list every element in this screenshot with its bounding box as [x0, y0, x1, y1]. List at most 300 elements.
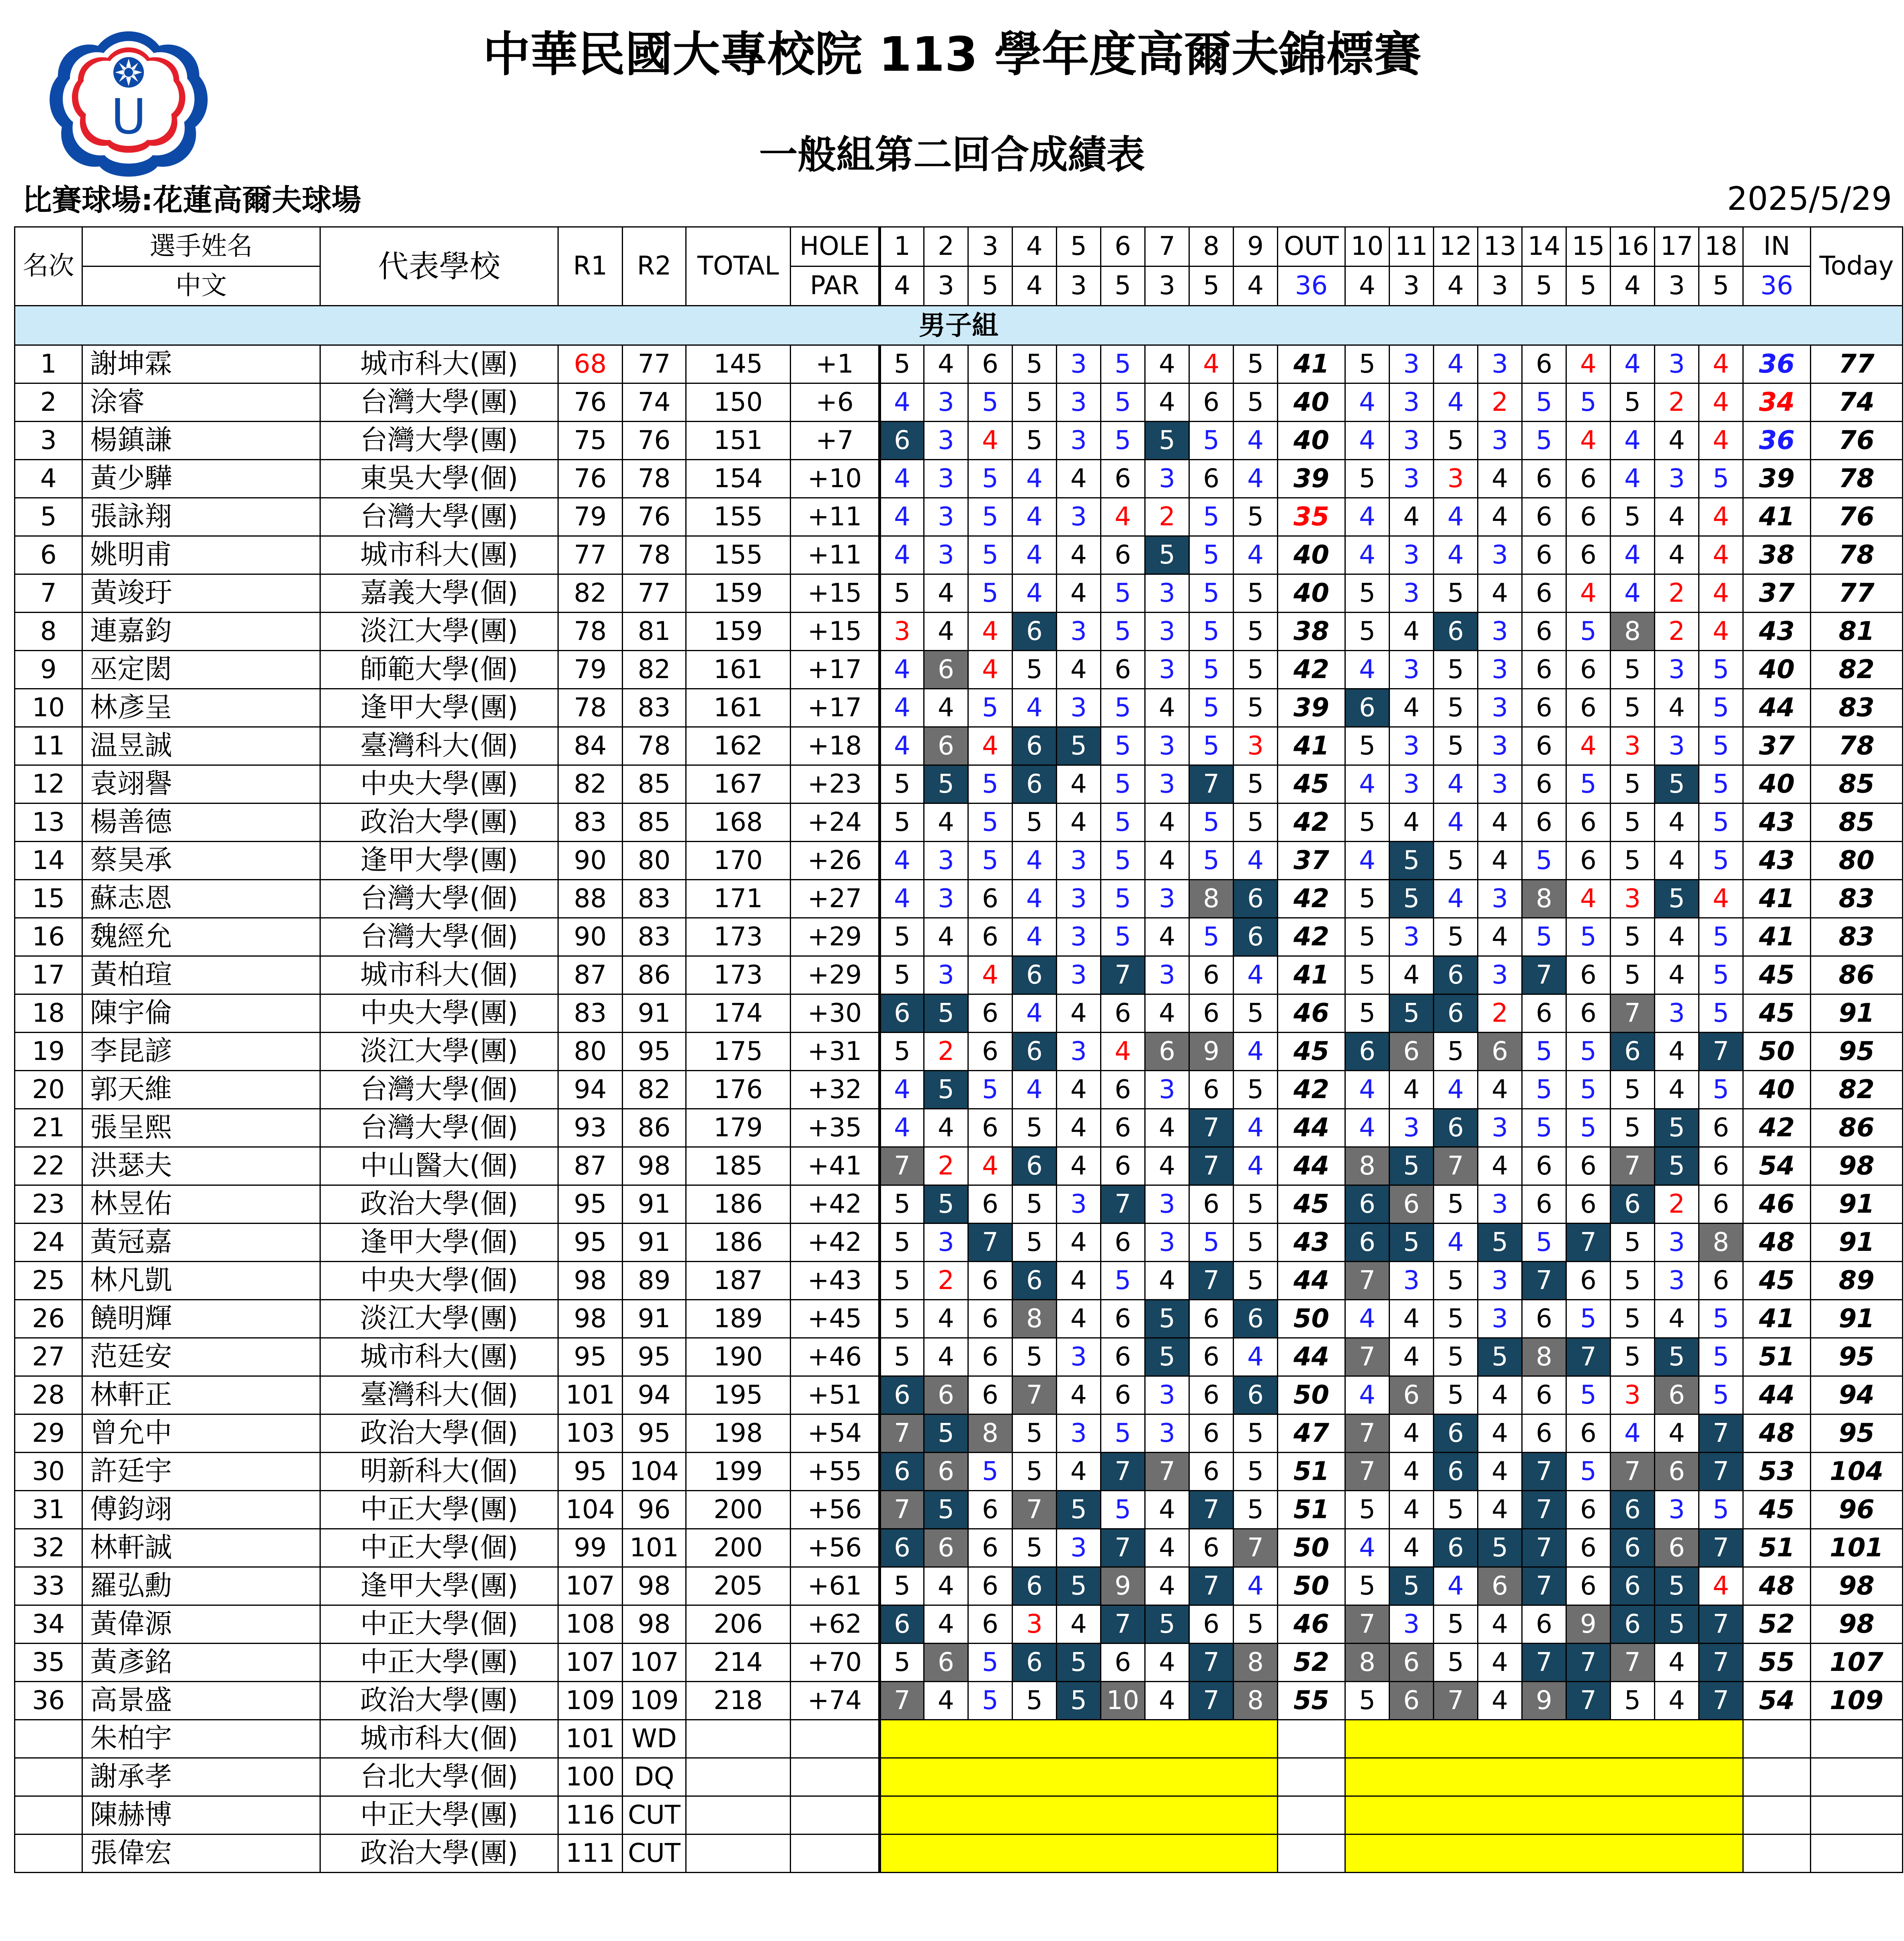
hole-score-cell: 5 [1390, 842, 1434, 880]
today-cell: 85 [1811, 803, 1903, 842]
hole-score-cell: 4 [1478, 803, 1522, 842]
player-name-cell: 林昱佑 [82, 1185, 320, 1224]
player-name-cell: 張呈熙 [82, 1109, 320, 1147]
hole-score-cell: 6 [1189, 1071, 1234, 1109]
hole-score-cell: 7 [1189, 765, 1234, 803]
school-cell: 台灣大學(團) [320, 383, 558, 422]
to-par-cell: +51 [791, 1376, 880, 1414]
table-row [15, 383, 1903, 422]
hole-score-cell: 4 [1390, 613, 1434, 651]
hole-score-cell: 5 [1234, 689, 1278, 727]
hole-score-cell: 5 [1012, 383, 1057, 422]
school-cell: 臺灣科大(個) [320, 727, 558, 765]
hole-score-cell: 4 [968, 727, 1012, 765]
hole-score-cell: 10 [1101, 1682, 1145, 1720]
hole-score-cell: 6 [1522, 1300, 1566, 1338]
hole-score-cell: 4 [1057, 994, 1101, 1033]
hole-par: 3 [1478, 266, 1522, 306]
col-today: Today [1811, 227, 1903, 306]
out-subtotal-cell: 45 [1278, 1185, 1345, 1224]
table-row [15, 1071, 1903, 1109]
hole-score-cell: 6 [968, 918, 1012, 956]
hole-score-cell: 5 [1434, 1338, 1478, 1376]
hole-score-cell: 6 [1101, 1109, 1145, 1147]
in-subtotal-cell: 40 [1743, 1071, 1811, 1109]
hole-score-cell: 4 [924, 689, 968, 727]
today-cell: 83 [1811, 689, 1903, 727]
hole-score-cell: 5 [1566, 765, 1611, 803]
r1-cell: 82 [558, 574, 623, 613]
out-subtotal-cell: 45 [1278, 765, 1345, 803]
hole-score-cell: 5 [1434, 1376, 1478, 1414]
hole-score-cell: 4 [1434, 345, 1478, 383]
venue-label: 比賽球場:花蓮高爾夫球場 [22, 183, 361, 217]
hole-score-cell: 5 [1189, 918, 1234, 956]
rank-cell: 16 [15, 918, 82, 956]
hole-score-cell: 5 [1611, 689, 1655, 727]
hole-score-cell: 5 [968, 460, 1012, 498]
hole-score-cell: 4 [924, 1682, 968, 1720]
hole-score-cell: 3 [1655, 1491, 1699, 1529]
hole-score-cell: 3 [1057, 422, 1101, 460]
today-cell: 74 [1811, 383, 1903, 422]
rank-cell: 9 [15, 651, 82, 689]
today-cell: 76 [1811, 498, 1903, 536]
hole-score-cell: 7 [1145, 1453, 1189, 1491]
hole-par: 3 [1057, 266, 1101, 306]
today-cell: 86 [1811, 956, 1903, 994]
hole-score-cell: 6 [1566, 956, 1611, 994]
hole-score-cell: 7 [1699, 1605, 1743, 1644]
hole-score-cell: 6 [1012, 727, 1057, 765]
hole-score-cell: 3 [1390, 460, 1434, 498]
hole-score-cell: 5 [1655, 765, 1699, 803]
hole-score-cell: 5 [1057, 1491, 1101, 1529]
hole-score-cell: 7 [1345, 1453, 1390, 1491]
hole-score-cell: 6 [880, 1453, 924, 1491]
hole-score-cell: 5 [1611, 1338, 1655, 1376]
hole-score-cell: 4 [924, 574, 968, 613]
hole-score-cell: 5 [1699, 956, 1743, 994]
r1-cell: 101 [558, 1720, 623, 1758]
hole-par: 3 [1390, 266, 1434, 306]
hole-score-cell: 6 [1234, 918, 1278, 956]
hole-score-cell: 5 [1234, 574, 1278, 613]
hole-score-cell: 3 [1655, 651, 1699, 689]
r1-cell: 93 [558, 1109, 623, 1147]
in-subtotal-cell: 54 [1743, 1682, 1811, 1720]
today-cell: 82 [1811, 1071, 1903, 1109]
hole-score-cell: 5 [1611, 842, 1655, 880]
hole-score-cell: 7 [1012, 1491, 1057, 1529]
school-cell: 中正大學(團) [320, 1796, 558, 1834]
r2-cell: 94 [623, 1376, 686, 1414]
hole-score-cell: 4 [924, 1605, 968, 1644]
table-row [15, 1758, 1903, 1796]
hole-score-cell: 3 [1478, 727, 1522, 765]
out-subtotal-cell: 45 [1278, 1033, 1345, 1071]
hole-score-cell: 6 [1478, 1033, 1522, 1071]
hole-score-cell: 4 [880, 842, 924, 880]
hole-score-cell: 8 [1012, 1300, 1057, 1338]
back-nine-empty-cell [1345, 1758, 1743, 1796]
hole-score-cell: 7 [1522, 956, 1566, 994]
hole-score-cell: 5 [1189, 613, 1234, 651]
front-nine-empty-cell [880, 1796, 1278, 1834]
hole-score-cell: 9 [1101, 1567, 1145, 1605]
today-cell: 82 [1811, 651, 1903, 689]
hole-score-cell: 2 [924, 1262, 968, 1300]
hole-score-cell: 4 [1057, 460, 1101, 498]
hole-score-cell: 6 [1434, 956, 1478, 994]
hole-score-cell: 5 [1611, 956, 1655, 994]
hole-score-cell: 6 [1522, 613, 1566, 651]
hole-score-cell: 2 [1145, 498, 1189, 536]
hole-score-cell: 5 [1145, 536, 1189, 574]
hole-score-cell: 4 [1012, 842, 1057, 880]
to-par-cell: +35 [791, 1109, 880, 1147]
in-subtotal-cell: 36 [1743, 345, 1811, 383]
table-row [15, 994, 1903, 1033]
hole-score-cell: 3 [1478, 1185, 1522, 1224]
hole-score-cell: 4 [1145, 689, 1189, 727]
school-cell: 台灣大學(團) [320, 422, 558, 460]
hole-score-cell: 4 [1655, 956, 1699, 994]
hole-score-cell: 2 [1655, 574, 1699, 613]
hole-score-cell: 7 [1522, 1453, 1566, 1491]
school-cell: 政治大學(個) [320, 1185, 558, 1224]
out-subtotal-cell: 43 [1278, 1224, 1345, 1262]
r2-cell: 101 [623, 1529, 686, 1567]
hole-score-cell: 4 [1478, 498, 1522, 536]
hole-score-cell: 4 [1345, 383, 1390, 422]
hole-score-cell: 3 [1478, 345, 1522, 383]
player-name-cell: 黃彥銘 [82, 1644, 320, 1682]
to-par-cell: +56 [791, 1491, 880, 1529]
rank-cell: 24 [15, 1224, 82, 1262]
hole-par: 4 [1234, 266, 1278, 306]
hole-score-cell: 5 [924, 994, 968, 1033]
r1-cell: 103 [558, 1414, 623, 1453]
hole-number: 17 [1655, 227, 1699, 266]
hole-score-cell: 6 [968, 994, 1012, 1033]
hole-score-cell: 5 [968, 1071, 1012, 1109]
out-subtotal-cell: 42 [1278, 880, 1345, 918]
header-row-par [15, 266, 1903, 306]
table-row [15, 765, 1903, 803]
hole-score-cell: 6 [1522, 1605, 1566, 1644]
hole-score-cell: 3 [924, 460, 968, 498]
rank-cell: 13 [15, 803, 82, 842]
school-cell: 師範大學(個) [320, 651, 558, 689]
hole-score-cell: 7 [1522, 1567, 1566, 1605]
hole-score-cell: 4 [924, 918, 968, 956]
hole-score-cell: 5 [1611, 803, 1655, 842]
hole-score-cell: 3 [1057, 383, 1101, 422]
hole-score-cell: 4 [1478, 574, 1522, 613]
hole-score-cell: 5 [1234, 994, 1278, 1033]
hole-score-cell: 3 [1057, 689, 1101, 727]
hole-score-cell: 4 [1611, 574, 1655, 613]
hole-score-cell: 6 [1522, 803, 1566, 842]
to-par-cell: +26 [791, 842, 880, 880]
hole-score-cell: 3 [1478, 689, 1522, 727]
school-cell: 逢甲大學(團) [320, 689, 558, 727]
hole-score-cell: 5 [968, 574, 1012, 613]
total-cell [686, 1758, 791, 1796]
hole-par: 4 [880, 266, 924, 306]
today-cell: 83 [1811, 918, 1903, 956]
hole-score-cell: 5 [1522, 1033, 1566, 1071]
hole-score-cell: 4 [1478, 1071, 1522, 1109]
hole-score-cell: 4 [1145, 803, 1189, 842]
hole-score-cell: 7 [1522, 1262, 1566, 1300]
hole-score-cell: 3 [924, 842, 968, 880]
in-subtotal-cell: 51 [1743, 1338, 1811, 1376]
hole-score-cell: 6 [1189, 1453, 1234, 1491]
hole-score-cell: 6 [1101, 1300, 1145, 1338]
player-name-cell: 范廷安 [82, 1338, 320, 1376]
hole-score-cell: 4 [1434, 1071, 1478, 1109]
hole-score-cell: 5 [1611, 651, 1655, 689]
player-name-cell: 張詠翔 [82, 498, 320, 536]
status-cell: WD [623, 1720, 686, 1758]
hole-score-cell: 5 [1145, 1338, 1189, 1376]
total-cell: 190 [686, 1338, 791, 1376]
hole-score-cell: 8 [968, 1414, 1012, 1453]
today-cell: 86 [1811, 1109, 1903, 1147]
player-name-cell: 許廷宇 [82, 1453, 320, 1491]
hole-score-cell: 3 [1655, 727, 1699, 765]
hole-score-cell: 4 [1057, 1605, 1101, 1644]
hole-score-cell: 4 [1345, 1071, 1390, 1109]
in-subtotal-cell: 44 [1743, 689, 1811, 727]
player-name-cell: 黃冠嘉 [82, 1224, 320, 1262]
hole-score-cell: 4 [1390, 1071, 1434, 1109]
out-subtotal-cell: 50 [1278, 1529, 1345, 1567]
hole-score-cell: 4 [968, 1147, 1012, 1185]
hole-score-cell: 6 [1434, 1414, 1478, 1453]
hole-score-cell: 2 [924, 1147, 968, 1185]
hole-score-cell: 4 [880, 460, 924, 498]
player-name-cell: 郭天維 [82, 1071, 320, 1109]
player-name-cell: 謝坤霖 [82, 345, 320, 383]
hole-score-cell: 4 [880, 689, 924, 727]
school-cell: 中央大學(團) [320, 765, 558, 803]
out-subtotal-cell: 35 [1278, 498, 1345, 536]
hole-score-cell: 4 [1234, 536, 1278, 574]
r2-cell: 98 [623, 1605, 686, 1644]
hole-score-cell: 4 [1611, 460, 1655, 498]
rank-cell: 11 [15, 727, 82, 765]
hole-score-cell: 4 [1145, 1682, 1189, 1720]
player-name-cell: 温昱誠 [82, 727, 320, 765]
hole-score-cell: 4 [1434, 803, 1478, 842]
hole-score-cell: 5 [1012, 1224, 1057, 1262]
out-subtotal-cell: 50 [1278, 1300, 1345, 1338]
school-cell: 政治大學(團) [320, 1682, 558, 1720]
hole-score-cell: 6 [1101, 651, 1145, 689]
r2-cell: 80 [623, 842, 686, 880]
hole-score-cell: 5 [1345, 880, 1390, 918]
to-par-cell: +70 [791, 1644, 880, 1682]
total-cell [686, 1796, 791, 1834]
hole-score-cell: 4 [1012, 498, 1057, 536]
hole-number: 18 [1699, 227, 1743, 266]
r1-cell: 101 [558, 1376, 623, 1414]
r2-cell: 76 [623, 498, 686, 536]
in-subtotal-cell: 41 [1743, 1300, 1811, 1338]
hole-score-cell: 5 [1522, 918, 1566, 956]
hole-score-cell: 5 [924, 1071, 968, 1109]
hole-score-cell: 2 [1655, 383, 1699, 422]
hole-score-cell: 4 [880, 498, 924, 536]
hole-score-cell: 4 [1655, 1414, 1699, 1453]
hole-score-cell: 5 [1234, 1453, 1278, 1491]
hole-score-cell: 7 [1699, 1033, 1743, 1071]
hole-score-cell: 6 [1699, 1262, 1743, 1300]
hole-score-cell: 7 [1522, 1491, 1566, 1529]
col-school: 代表學校 [320, 227, 558, 306]
col-par: PAR [791, 266, 880, 306]
total-cell: 176 [686, 1071, 791, 1109]
rank-cell: 25 [15, 1262, 82, 1300]
to-par-cell: +41 [791, 1147, 880, 1185]
hole-score-cell: 5 [1345, 345, 1390, 383]
hole-score-cell: 3 [1057, 956, 1101, 994]
hole-score-cell: 6 [1101, 994, 1145, 1033]
rank-cell: 15 [15, 880, 82, 918]
hole-score-cell: 5 [1345, 613, 1390, 651]
hole-score-cell: 4 [1434, 765, 1478, 803]
hole-par: 3 [1655, 266, 1699, 306]
hole-par: 5 [1566, 266, 1611, 306]
hole-score-cell: 4 [1390, 1300, 1434, 1338]
out-subtotal-cell: 42 [1278, 803, 1345, 842]
hole-score-cell: 6 [1189, 1300, 1234, 1338]
hole-score-cell: 4 [1390, 803, 1434, 842]
hole-number: 6 [1101, 227, 1145, 266]
hole-score-cell: 3 [1057, 1185, 1101, 1224]
total-cell: 186 [686, 1185, 791, 1224]
school-cell: 中正大學(團) [320, 1644, 558, 1682]
hole-score-cell: 4 [1655, 536, 1699, 574]
hole-score-cell: 4 [924, 1338, 968, 1376]
hole-score-cell: 5 [1566, 383, 1611, 422]
table-row [15, 918, 1903, 956]
hole-score-cell: 6 [1101, 460, 1145, 498]
hole-score-cell: 5 [1611, 1109, 1655, 1147]
hole-score-cell: 6 [1390, 1033, 1434, 1071]
hole-score-cell: 3 [924, 880, 968, 918]
school-cell: 台灣大學(個) [320, 918, 558, 956]
out-subtotal-cell: 42 [1278, 918, 1345, 956]
hole-score-cell: 4 [1434, 1567, 1478, 1605]
hole-score-cell: 4 [1478, 842, 1522, 880]
hole-score-cell: 5 [1522, 1224, 1566, 1262]
hole-score-cell: 6 [1145, 1033, 1189, 1071]
school-cell: 中央大學(團) [320, 994, 558, 1033]
hole-score-cell: 5 [1478, 1529, 1522, 1567]
to-par-cell: +46 [791, 1338, 880, 1376]
hole-score-cell: 4 [1345, 1376, 1390, 1414]
hole-score-cell: 5 [1189, 574, 1234, 613]
hole-score-cell: 6 [1012, 1033, 1057, 1071]
hole-score-cell: 4 [1434, 383, 1478, 422]
hole-score-cell: 3 [1145, 765, 1189, 803]
in-subtotal-cell: 54 [1743, 1147, 1811, 1185]
table-row [15, 1262, 1903, 1300]
r1-cell: 98 [558, 1300, 623, 1338]
hole-score-cell: 5 [968, 803, 1012, 842]
out-subtotal-cell: 42 [1278, 651, 1345, 689]
hole-score-cell: 6 [1101, 1376, 1145, 1414]
table-row [15, 1224, 1903, 1262]
hole-score-cell: 4 [1699, 536, 1743, 574]
player-name-cell: 林軒誠 [82, 1529, 320, 1567]
table-row [15, 651, 1903, 689]
in-subtotal-cell: 40 [1743, 765, 1811, 803]
hole-score-cell: 4 [1478, 1453, 1522, 1491]
hole-score-cell: 5 [1522, 1071, 1566, 1109]
hole-score-cell: 4 [1057, 1262, 1101, 1300]
in-subtotal-cell: 55 [1743, 1644, 1811, 1682]
hole-score-cell: 3 [1655, 1224, 1699, 1262]
today-cell: 94 [1811, 1376, 1903, 1414]
hole-score-cell: 6 [968, 1567, 1012, 1605]
table-row [15, 574, 1903, 613]
r2-cell: 78 [623, 727, 686, 765]
out-subtotal-cell: 37 [1278, 842, 1345, 880]
hole-score-cell: 2 [1655, 613, 1699, 651]
hole-score-cell: 5 [968, 842, 1012, 880]
hole-score-cell: 6 [968, 1376, 1012, 1414]
hole-score-cell: 4 [1655, 918, 1699, 956]
hole-score-cell: 4 [924, 613, 968, 651]
hole-score-cell: 3 [1655, 994, 1699, 1033]
hole-score-cell: 5 [1012, 803, 1057, 842]
hole-score-cell: 4 [968, 422, 1012, 460]
hole-score-cell: 5 [1012, 651, 1057, 689]
hole-score-cell: 4 [924, 1300, 968, 1338]
r2-cell: 83 [623, 880, 686, 918]
hole-score-cell: 6 [1566, 1414, 1611, 1453]
player-name-cell: 陳宇倫 [82, 994, 320, 1033]
hole-score-cell: 3 [1611, 727, 1655, 765]
hole-score-cell: 6 [1566, 803, 1611, 842]
table-row [15, 1453, 1903, 1491]
hole-score-cell: 5 [1699, 651, 1743, 689]
player-name-cell: 林凡凱 [82, 1262, 320, 1300]
out-subtotal-cell: 51 [1278, 1453, 1345, 1491]
school-cell: 逢甲大學(團) [320, 842, 558, 880]
hole-par: 5 [1101, 266, 1145, 306]
hole-score-cell: 3 [1145, 1376, 1189, 1414]
to-par-cell: +43 [791, 1262, 880, 1300]
to-par-cell: +11 [791, 536, 880, 574]
hole-score-cell: 6 [1345, 1224, 1390, 1262]
r2-cell: 91 [623, 1185, 686, 1224]
rank-cell: 33 [15, 1567, 82, 1605]
hole-score-cell: 3 [1434, 460, 1478, 498]
hole-score-cell: 4 [1478, 460, 1522, 498]
r2-cell: 74 [623, 383, 686, 422]
player-name-cell: 曾允中 [82, 1414, 320, 1453]
hole-score-cell: 3 [1611, 1376, 1655, 1414]
hole-score-cell: 6 [1012, 1567, 1057, 1605]
rank-cell: 14 [15, 842, 82, 880]
hole-score-cell: 3 [924, 498, 968, 536]
